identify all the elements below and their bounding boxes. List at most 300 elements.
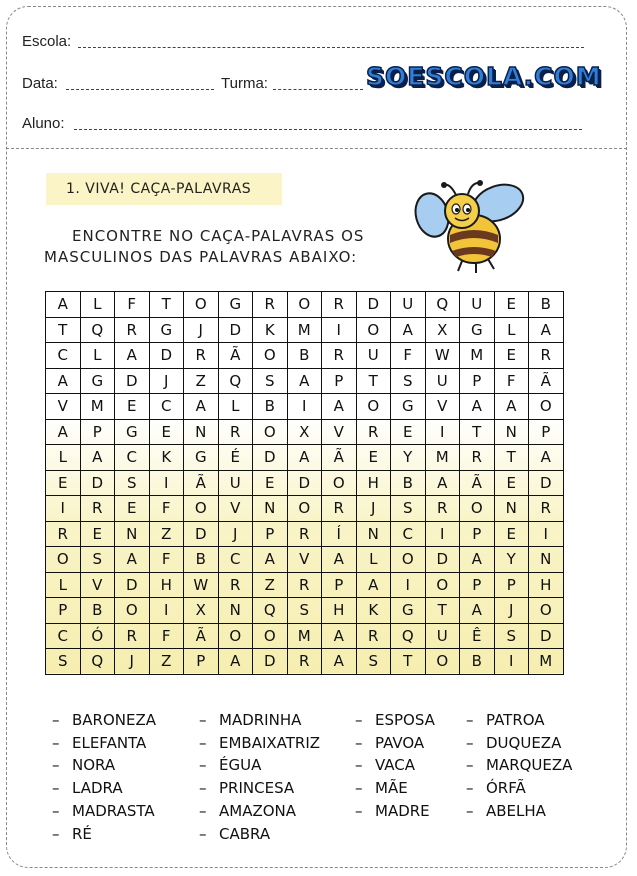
class-field[interactable] <box>273 89 363 90</box>
grid-cell[interactable]: V <box>80 572 115 598</box>
grid-cell[interactable]: P <box>322 368 357 394</box>
grid-cell[interactable]: Ã <box>184 623 219 649</box>
grid-row <box>46 598 564 624</box>
grid-cell[interactable]: A <box>253 547 288 573</box>
grid-cell[interactable]: R <box>115 317 150 343</box>
word-dash: – <box>355 711 363 729</box>
grid-cell[interactable]: R <box>115 623 150 649</box>
grid-cell[interactable]: I <box>46 496 81 522</box>
word-text: AMAZONA <box>219 801 297 820</box>
word-list-item <box>52 754 156 777</box>
grid-cell[interactable]: P <box>529 419 564 445</box>
word-dash: – <box>199 801 207 820</box>
grid-cell[interactable]: B <box>287 343 322 369</box>
grid-cell[interactable]: G <box>115 419 150 445</box>
grid-cell[interactable]: E <box>46 470 81 496</box>
word-search-grid[interactable] <box>45 291 564 675</box>
grid-cell[interactable]: B <box>391 470 426 496</box>
word-list-column-1 <box>52 709 156 845</box>
grid-cell[interactable]: A <box>460 394 495 420</box>
grid-row <box>46 470 564 496</box>
header-divider <box>6 148 627 149</box>
grid-cell[interactable]: J <box>149 368 184 394</box>
grid-cell[interactable]: D <box>529 470 564 496</box>
school-label: Escola: <box>22 33 72 50</box>
grid-cell[interactable]: C <box>46 343 81 369</box>
grid-cell[interactable]: C <box>46 623 81 649</box>
grid-cell[interactable]: Y <box>494 547 529 573</box>
grid-cell[interactable]: L <box>80 292 115 318</box>
word-text: CABRA <box>219 824 271 843</box>
word-text: BARONEZA <box>72 711 157 729</box>
grid-cell[interactable]: A <box>425 470 460 496</box>
grid-cell[interactable]: I <box>391 572 426 598</box>
bee-icon <box>412 177 534 277</box>
grid-cell[interactable]: P <box>460 521 495 547</box>
word-text: MADRINHA <box>219 711 302 729</box>
grid-cell[interactable]: E <box>391 419 426 445</box>
grid-cell[interactable]: B <box>80 598 115 624</box>
grid-cell[interactable]: Q <box>391 623 426 649</box>
grid-cell[interactable]: D <box>149 343 184 369</box>
grid-cell[interactable]: P <box>80 419 115 445</box>
word-text: VACA <box>375 756 416 775</box>
grid-cell[interactable]: O <box>529 598 564 624</box>
grid-cell[interactable]: É <box>218 445 253 471</box>
grid-cell[interactable]: V <box>218 496 253 522</box>
grid-cell[interactable]: J <box>494 598 529 624</box>
grid-cell[interactable]: Q <box>80 317 115 343</box>
grid-cell[interactable]: G <box>149 317 184 343</box>
grid-cell[interactable]: B <box>253 394 288 420</box>
grid-cell[interactable]: V <box>425 394 460 420</box>
site-logo: SOESCOLA.COM <box>366 62 602 91</box>
grid-cell[interactable]: Z <box>149 649 184 675</box>
grid-row <box>46 521 564 547</box>
grid-cell[interactable]: G <box>391 394 426 420</box>
grid-cell[interactable]: U <box>218 470 253 496</box>
grid-cell[interactable]: X <box>287 419 322 445</box>
grid-cell[interactable]: I <box>322 317 357 343</box>
grid-cell[interactable]: A <box>322 394 357 420</box>
grid-cell[interactable]: V <box>287 547 322 573</box>
grid-cell[interactable]: R <box>460 445 495 471</box>
grid-cell[interactable]: H <box>322 598 357 624</box>
grid-cell[interactable]: B <box>184 547 219 573</box>
grid-cell[interactable]: A <box>184 394 219 420</box>
word-dash: – <box>199 711 207 729</box>
instruction-line-1: ENCONTRE NO CAÇA-PALAVRAS OS <box>72 227 365 245</box>
grid-cell[interactable]: Ã <box>529 368 564 394</box>
word-dash: – <box>355 801 363 820</box>
word-list-item <box>199 709 320 732</box>
grid-row <box>46 317 564 343</box>
grid-cell[interactable]: D <box>253 649 288 675</box>
grid-cell[interactable]: P <box>460 572 495 598</box>
grid-cell[interactable]: Q <box>253 598 288 624</box>
class-label: Turma: <box>221 75 268 92</box>
date-field[interactable] <box>66 89 214 90</box>
grid-cell[interactable]: M <box>529 649 564 675</box>
word-dash: – <box>52 779 60 798</box>
grid-cell[interactable]: A <box>46 292 81 318</box>
word-text: PRINCESA <box>219 779 295 798</box>
grid-cell[interactable]: A <box>46 368 81 394</box>
grid-cell[interactable]: B <box>460 649 495 675</box>
grid-cell[interactable]: M <box>287 623 322 649</box>
grid-cell[interactable]: S <box>356 649 391 675</box>
grid-cell[interactable]: E <box>253 470 288 496</box>
instruction-line-2: MASCULINOS DAS PALAVRAS ABAIXO: <box>44 248 358 266</box>
grid-cell[interactable]: C <box>218 547 253 573</box>
grid-cell[interactable]: K <box>149 445 184 471</box>
grid-cell[interactable]: L <box>46 572 81 598</box>
grid-cell[interactable]: N <box>218 598 253 624</box>
grid-cell[interactable]: F <box>494 368 529 394</box>
student-label: Aluno: <box>22 115 65 132</box>
grid-cell[interactable]: R <box>529 343 564 369</box>
grid-cell[interactable]: I <box>149 598 184 624</box>
grid-cell[interactable]: P <box>184 649 219 675</box>
grid-cell[interactable]: R <box>529 496 564 522</box>
grid-row <box>46 623 564 649</box>
grid-cell[interactable]: F <box>149 547 184 573</box>
grid-cell[interactable]: A <box>460 547 495 573</box>
grid-cell[interactable]: D <box>115 368 150 394</box>
word-text: ELEFANTA <box>72 733 147 752</box>
grid-cell[interactable]: Q <box>425 292 460 318</box>
grid-cell[interactable]: G <box>460 317 495 343</box>
word-dash: – <box>199 756 207 775</box>
word-list-item <box>355 709 435 732</box>
grid-cell[interactable]: C <box>115 445 150 471</box>
grid-cell[interactable]: U <box>391 292 426 318</box>
grid-cell[interactable]: O <box>322 470 357 496</box>
grid-cell[interactable]: R <box>356 419 391 445</box>
grid-cell[interactable]: C <box>391 521 426 547</box>
grid-cell[interactable]: Ã <box>218 343 253 369</box>
grid-cell[interactable]: P <box>494 572 529 598</box>
grid-cell[interactable]: L <box>494 317 529 343</box>
grid-cell[interactable]: J <box>184 317 219 343</box>
school-field[interactable] <box>78 47 584 48</box>
grid-cell[interactable]: A <box>115 343 150 369</box>
grid-cell[interactable]: S <box>46 649 81 675</box>
word-dash: – <box>199 779 207 798</box>
grid-cell[interactable]: W <box>184 572 219 598</box>
grid-cell[interactable]: I <box>425 521 460 547</box>
grid-cell[interactable]: R <box>253 292 288 318</box>
grid-cell[interactable]: L <box>218 394 253 420</box>
word-text: MARQUEZA <box>486 756 573 775</box>
grid-cell[interactable]: F <box>115 292 150 318</box>
grid-cell[interactable]: C <box>149 394 184 420</box>
grid-cell[interactable]: N <box>356 521 391 547</box>
grid-cell[interactable]: U <box>460 292 495 318</box>
word-text: NORA <box>72 756 116 775</box>
grid-cell[interactable]: A <box>218 649 253 675</box>
grid-cell[interactable]: A <box>529 317 564 343</box>
grid-cell[interactable]: H <box>149 572 184 598</box>
grid-cell[interactable]: A <box>322 547 357 573</box>
grid-row <box>46 419 564 445</box>
grid-cell[interactable]: J <box>115 649 150 675</box>
grid-cell[interactable]: E <box>356 445 391 471</box>
grid-cell[interactable]: A <box>80 445 115 471</box>
grid-cell[interactable]: K <box>253 317 288 343</box>
grid-cell[interactable]: O <box>287 292 322 318</box>
grid-cell[interactable]: Ã <box>322 445 357 471</box>
grid-cell[interactable]: V <box>46 394 81 420</box>
grid-cell[interactable]: D <box>253 445 288 471</box>
grid-cell[interactable]: U <box>425 623 460 649</box>
grid-cell[interactable]: O <box>425 572 460 598</box>
grid-cell[interactable]: N <box>184 419 219 445</box>
grid-cell[interactable]: M <box>80 394 115 420</box>
grid-cell[interactable]: E <box>115 394 150 420</box>
grid-cell[interactable]: S <box>80 547 115 573</box>
grid-cell[interactable]: O <box>356 317 391 343</box>
grid-cell[interactable]: A <box>391 317 426 343</box>
grid-cell[interactable]: Z <box>149 521 184 547</box>
grid-cell[interactable]: D <box>80 470 115 496</box>
grid-row <box>46 343 564 369</box>
grid-cell[interactable]: F <box>149 623 184 649</box>
grid-cell[interactable]: M <box>425 445 460 471</box>
grid-cell[interactable]: D <box>425 547 460 573</box>
grid-row <box>46 572 564 598</box>
grid-cell[interactable]: Ê <box>460 623 495 649</box>
grid-cell[interactable]: W <box>425 343 460 369</box>
grid-cell[interactable]: R <box>46 521 81 547</box>
grid-cell[interactable]: A <box>115 547 150 573</box>
grid-cell[interactable]: T <box>46 317 81 343</box>
activity-title: 1. VIVA! CAÇA-PALAVRAS <box>46 173 282 205</box>
grid-cell[interactable]: A <box>356 572 391 598</box>
grid-cell[interactable]: H <box>356 470 391 496</box>
grid-cell[interactable]: E <box>494 521 529 547</box>
word-dash: – <box>52 824 60 843</box>
grid-cell[interactable]: P <box>253 521 288 547</box>
grid-cell[interactable]: S <box>391 496 426 522</box>
grid-cell[interactable]: I <box>494 649 529 675</box>
grid-cell[interactable]: G <box>218 292 253 318</box>
grid-cell[interactable]: S <box>115 470 150 496</box>
grid-cell[interactable]: D <box>529 623 564 649</box>
grid-row <box>46 547 564 573</box>
grid-cell[interactable]: Q <box>80 649 115 675</box>
word-text: EMBAIXATRIZ <box>219 733 321 752</box>
grid-cell[interactable]: R <box>184 343 219 369</box>
grid-row <box>46 368 564 394</box>
grid-cell[interactable]: P <box>46 598 81 624</box>
grid-cell[interactable]: R <box>287 649 322 675</box>
grid-cell[interactable]: O <box>287 496 322 522</box>
grid-cell[interactable]: O <box>253 419 288 445</box>
word-list-item <box>52 823 156 846</box>
grid-cell[interactable]: R <box>356 623 391 649</box>
grid-cell[interactable]: F <box>149 496 184 522</box>
word-list-column-2 <box>199 709 320 845</box>
grid-cell[interactable]: G <box>184 445 219 471</box>
grid-cell[interactable]: R <box>322 292 357 318</box>
grid-cell[interactable]: J <box>356 496 391 522</box>
grid-cell[interactable]: O <box>46 547 81 573</box>
grid-cell[interactable]: D <box>218 317 253 343</box>
grid-cell[interactable]: Q <box>218 368 253 394</box>
grid-cell[interactable]: S <box>391 368 426 394</box>
grid-cell[interactable]: R <box>322 343 357 369</box>
grid-cell[interactable]: R <box>287 572 322 598</box>
grid-cell[interactable]: Z <box>253 572 288 598</box>
grid-cell[interactable]: O <box>356 394 391 420</box>
grid-cell[interactable]: F <box>391 343 426 369</box>
word-text: ABELHA <box>486 801 546 820</box>
word-list-item <box>355 800 435 823</box>
grid-cell[interactable]: Ó <box>80 623 115 649</box>
grid-cell[interactable]: L <box>356 547 391 573</box>
grid-cell[interactable]: N <box>494 496 529 522</box>
word-list-item <box>199 754 320 777</box>
grid-cell[interactable]: N <box>253 496 288 522</box>
grid-cell[interactable]: I <box>529 521 564 547</box>
grid-cell[interactable]: O <box>253 343 288 369</box>
grid-cell[interactable]: A <box>322 623 357 649</box>
word-list-item <box>52 709 156 732</box>
grid-cell[interactable]: E <box>494 470 529 496</box>
grid-cell[interactable]: G <box>80 368 115 394</box>
grid-cell[interactable]: T <box>494 445 529 471</box>
word-list-item <box>466 754 572 777</box>
grid-cell[interactable]: R <box>218 572 253 598</box>
grid-cell[interactable]: S <box>494 623 529 649</box>
word-text: ÓRFÃ <box>486 779 526 798</box>
grid-row <box>46 292 564 318</box>
grid-cell[interactable]: O <box>184 496 219 522</box>
word-list-item <box>355 732 435 755</box>
grid-cell[interactable]: T <box>149 292 184 318</box>
grid-cell[interactable]: M <box>287 317 322 343</box>
grid-cell[interactable]: P <box>322 572 357 598</box>
word-dash: – <box>52 733 60 752</box>
grid-cell[interactable]: R <box>287 521 322 547</box>
grid-cell[interactable]: Y <box>391 445 426 471</box>
student-field[interactable] <box>74 129 582 130</box>
grid-cell[interactable]: E <box>494 292 529 318</box>
grid-cell[interactable]: S <box>253 368 288 394</box>
grid-cell[interactable]: O <box>391 547 426 573</box>
grid-cell[interactable]: O <box>115 598 150 624</box>
grid-row <box>46 394 564 420</box>
grid-cell[interactable]: A <box>46 419 81 445</box>
grid-cell[interactable]: R <box>218 419 253 445</box>
grid-cell[interactable]: D <box>287 470 322 496</box>
word-list-item <box>199 823 320 846</box>
grid-cell[interactable]: B <box>529 292 564 318</box>
grid-cell[interactable]: O <box>253 623 288 649</box>
word-text: PAVOA <box>375 733 425 752</box>
word-text: DUQUEZA <box>486 733 562 752</box>
grid-cell[interactable]: N <box>115 521 150 547</box>
grid-cell[interactable]: T <box>425 598 460 624</box>
word-text: MADRASTA <box>72 801 155 820</box>
grid-cell[interactable]: Z <box>184 368 219 394</box>
grid-cell[interactable]: I <box>425 419 460 445</box>
grid-cell[interactable]: U <box>356 343 391 369</box>
grid-cell[interactable]: T <box>356 368 391 394</box>
grid-cell[interactable]: E <box>494 343 529 369</box>
grid-cell[interactable]: L <box>46 445 81 471</box>
grid-cell[interactable]: I <box>287 394 322 420</box>
grid-cell[interactable]: N <box>529 547 564 573</box>
grid-cell[interactable]: O <box>218 623 253 649</box>
grid-cell[interactable]: D <box>184 521 219 547</box>
grid-cell[interactable]: R <box>80 496 115 522</box>
grid-cell[interactable]: L <box>80 343 115 369</box>
grid-cell[interactable]: X <box>425 317 460 343</box>
word-list-item <box>466 800 572 823</box>
word-dash: – <box>355 756 363 775</box>
word-list-item <box>466 732 572 755</box>
word-text: ESPOSA <box>375 711 435 729</box>
grid-cell[interactable]: D <box>356 292 391 318</box>
grid-cell[interactable]: E <box>115 496 150 522</box>
grid-cell[interactable]: J <box>218 521 253 547</box>
grid-cell[interactable]: U <box>425 368 460 394</box>
word-list-item <box>355 754 435 777</box>
grid-cell[interactable]: A <box>494 394 529 420</box>
grid-cell[interactable]: Ã <box>184 470 219 496</box>
word-list-item <box>355 777 435 800</box>
word-dash: – <box>355 779 363 798</box>
grid-cell[interactable]: G <box>391 598 426 624</box>
grid-cell[interactable]: T <box>391 649 426 675</box>
word-dash: – <box>199 733 207 752</box>
grid-cell[interactable]: A <box>529 445 564 471</box>
word-dash: – <box>466 733 474 752</box>
grid-cell[interactable]: O <box>425 649 460 675</box>
grid-cell[interactable]: E <box>149 419 184 445</box>
grid-cell[interactable]: H <box>529 572 564 598</box>
grid-cell[interactable]: D <box>115 572 150 598</box>
grid-row <box>46 445 564 471</box>
grid-cell[interactable]: T <box>460 419 495 445</box>
grid-cell[interactable]: X <box>184 598 219 624</box>
grid-cell[interactable]: S <box>287 598 322 624</box>
grid-cell[interactable]: A <box>322 649 357 675</box>
grid-cell[interactable]: A <box>287 368 322 394</box>
grid-cell[interactable]: A <box>460 598 495 624</box>
grid-cell[interactable]: I <box>149 470 184 496</box>
grid-cell[interactable]: A <box>287 445 322 471</box>
grid-cell[interactable]: K <box>356 598 391 624</box>
grid-cell[interactable]: N <box>494 419 529 445</box>
grid-cell[interactable]: Ã <box>460 470 495 496</box>
grid-cell[interactable]: O <box>529 394 564 420</box>
grid-cell[interactable]: E <box>80 521 115 547</box>
word-text: ÉGUA <box>219 756 262 775</box>
grid-cell[interactable]: P <box>460 368 495 394</box>
grid-cell[interactable]: V <box>322 419 357 445</box>
grid-cell[interactable]: R <box>322 496 357 522</box>
grid-cell[interactable]: Í <box>322 521 357 547</box>
grid-cell[interactable]: R <box>425 496 460 522</box>
word-text: MÃE <box>375 779 408 798</box>
grid-cell[interactable]: O <box>460 496 495 522</box>
grid-cell[interactable]: O <box>184 292 219 318</box>
grid-cell[interactable]: M <box>460 343 495 369</box>
word-list-item <box>199 777 320 800</box>
